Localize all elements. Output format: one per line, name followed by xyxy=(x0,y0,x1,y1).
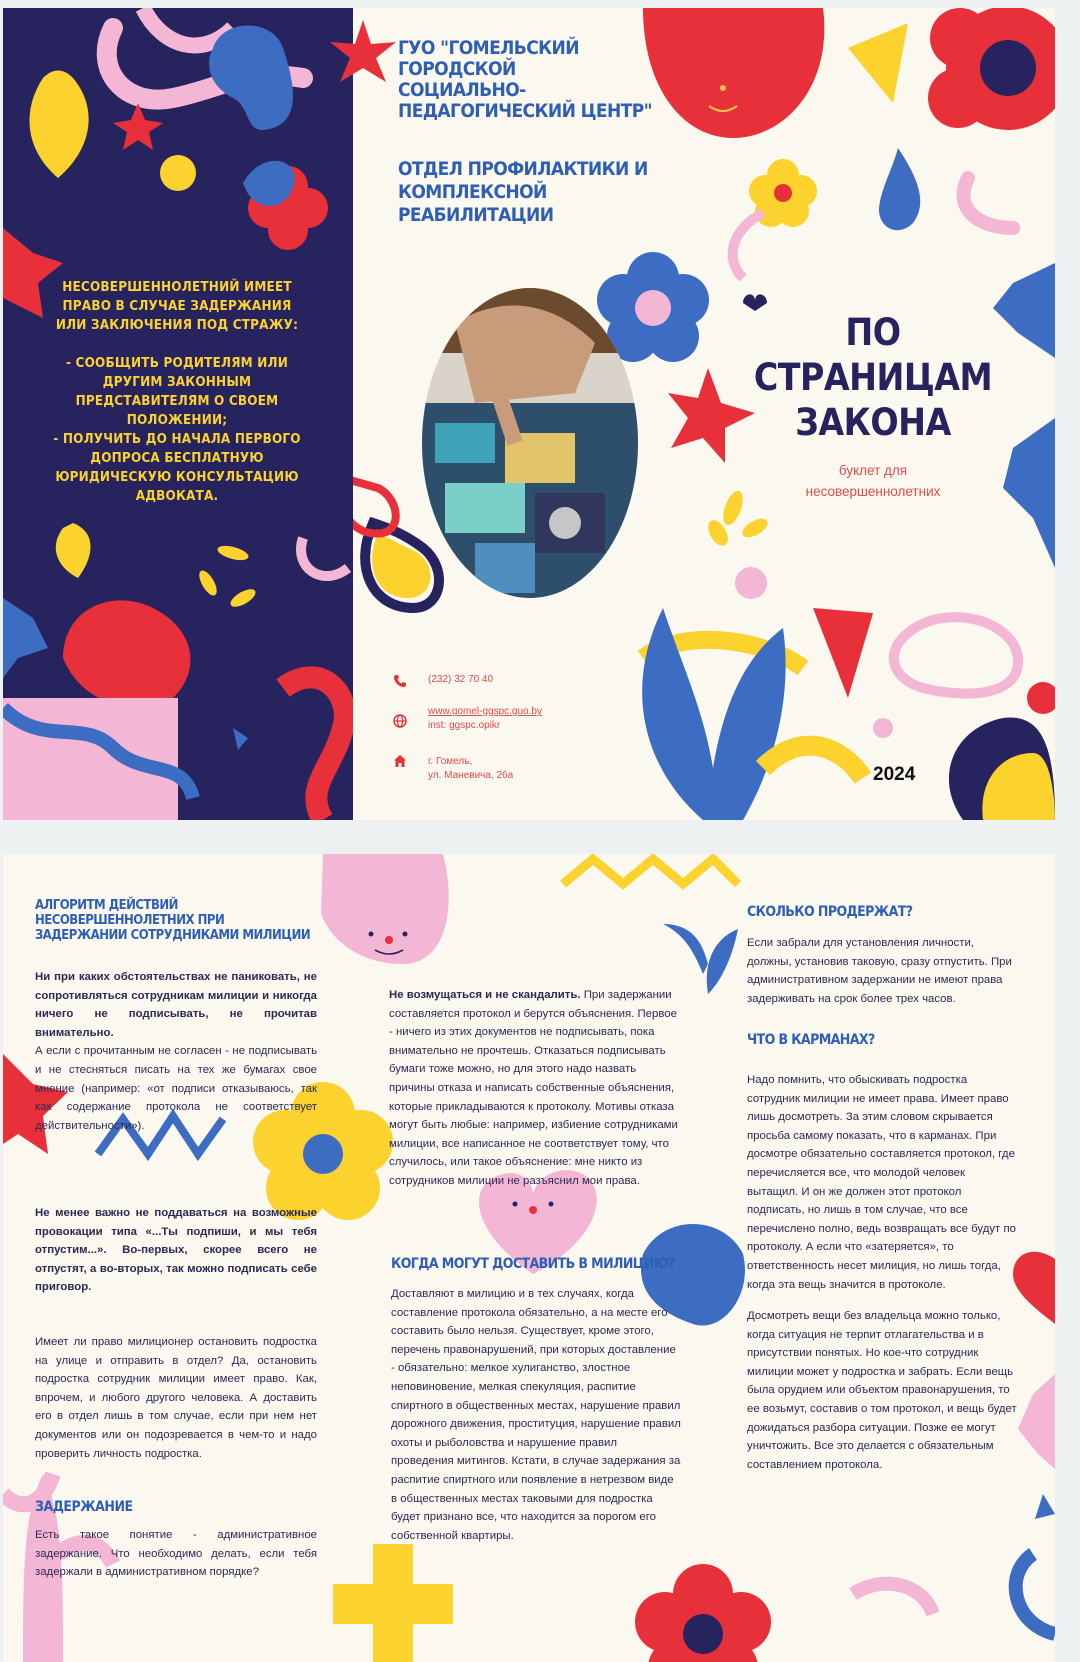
globe-icon xyxy=(393,714,407,728)
col1-text-4: Есть такое понятие - административное задержание. Что необходимо делать, если тебя задержали в административном порядке? xyxy=(35,1529,317,1579)
col3-subheading: ЧТО В КАРМАНАХ? xyxy=(747,1032,875,1048)
contact-address-street: ул. Маневича, 26а xyxy=(428,770,514,781)
cover-spread xyxy=(3,8,1055,820)
contact-website[interactable]: www.gomel-ggspc.guo.by xyxy=(428,706,542,717)
col3-text-2: Надо помнить, что обыскивать подростка сотрудник милиции не имеет права. Имеет право лишь досмотреть. За этим словом скрывается просьба самому показать, что в карманах. При досмотре обязательно составляется протокол, где перечисляется все, что молодой человек вытащил. И он же должен этот протокол подписать, но лишь в том случае, что все перечислено полно, ведь возвращать все будут по протоколу. А если что «затеряется», то ответственность несет милиция, но лишь тогда, когда эта вещь значится в протоколе. xyxy=(747,1074,1016,1291)
col2-text-1: Не возмущаться и не скандалить. При задержании составляется протокол и берутся объяснения. Первое - ничего из этих документов не подписывать, пока внимательно не прочтешь. Отказаться подписывать бумаги тоже можно, но для этого надо назвать причины отказа и написать собственные объяснения, которые прикладываются к протоколу. Мотивы отказа могут быть любые: например, избиение сотрудниками милиции, все написанное не соответствует тому, что случилось, или такое объяснение: мне никто из сотрудников милиции не разъяснил мои права. xyxy=(389,989,678,1187)
rights-line: ЮРИДИЧЕСКУЮ КОНСУЛЬТАЦИЮ xyxy=(55,470,299,485)
col1-heading: АЛГОРИТМ ДЕЙСТВИЙ НЕСОВЕРШЕННОЛЕТНИХ ПРИ ЗАДЕРЖАНИИ СОТРУДНИКАМИ МИЛИЦИИ xyxy=(35,898,311,943)
org-name: ГУО "ГОМЕЛЬСКИЙ ГОРОДСКОЙ СОЦИАЛЬНО- ПЕДАГОГИЧЕСКИЙ ЦЕНТР" xyxy=(398,37,652,122)
col1-text-3: Имеет ли право милиционер остановить подростка на улице и отправить в отдел? Да, остановить подростка сотрудник милиции имеет право. Как, впрочем, и любого другого человека. А доставить его в отдел лишь в том случае, если при нем нет документов или он подозревается в чем-то и надо проверить личность подростка. xyxy=(35,1336,317,1460)
rights-line: ПРАВО В СЛУЧАЕ ЗАДЕРЖАНИЯ xyxy=(62,299,292,314)
rights-line: ДОПРОСА БЕСПЛАТНУЮ xyxy=(90,451,264,466)
contact-instagram: inst: ggspc.opikr xyxy=(428,720,501,731)
rights-text xyxy=(31,278,323,506)
contact-phone: (232) 32 70 40 xyxy=(428,674,494,685)
booklet-title: ПО СТРАНИЦАМ ЗАКОНА xyxy=(753,311,993,444)
rights-panel xyxy=(3,8,353,820)
photo-child-puzzle xyxy=(415,283,645,603)
col1-subheading: ЗАДЕРЖАНИЕ xyxy=(35,1499,133,1515)
col3-heading: СКОЛЬКО ПРОДЕРЖАТ? xyxy=(747,904,913,920)
col2-text-2: Доставляют в милицию и в тех случаях, когда составление протокола обязательно, а на месте его составить было нельзя. Существует, кроме этого, перечень правонарушений, при которых доставление - обязательно: мелкое хулиганство, злостное неповиновение, мелкая спекуляция, распитие спиртного в общественных местах, нарушение правил дорожного движения, проституция, нарушение правил охоты и рыболовства и нарушение правил проведения митингов. Кстати, в случае задержания за распитие спиртного или появление в нетрезвом виде в общественных местах таковыми для подростка будет признано все, что находится за порогом его собственной квартиры. xyxy=(391,1288,681,1542)
department-name: ОТДЕЛ ПРОФИЛАКТИКИ И КОМПЛЕКСНОЙ РЕАБИЛИТАЦИИ xyxy=(398,158,648,226)
rights-line: ДРУГИМ ЗАКОННЫМ xyxy=(102,375,252,390)
rights-line: НЕСОВЕРШЕННОЛЕТНИЙ ИМЕЕТ xyxy=(62,280,292,295)
col2-subheading: КОГДА МОГУТ ДОСТАВИТЬ В МИЛИЦИЮ? xyxy=(391,1256,675,1272)
rights-line: ПРЕДСТАВИТЕЛЯМ О СВОЕМ xyxy=(75,394,279,409)
contact-address-city: г. Гомель, xyxy=(428,756,473,767)
col1-text-2: Не менее важно не поддаваться на возможные провокации типа «...Ты подпиши, и мы тебя отпустим...». Во-первых, скорее всего не отпустят, а во-вторых, так можно подписать себе приговор. xyxy=(35,1207,317,1294)
home-icon xyxy=(393,754,407,768)
col3-text-1: Если забрали для установления личности, должны, установив таковую, сразу отпустить. При административном задержании не имеют права задерживать на срок более трех часов. xyxy=(747,937,1012,1005)
col1-text-1: Ни при каких обстоятельствах не паниковать, не сопротивляться сотрудникам милиции и никогда ничего не подписывать, не прочитав внимательно. А если с прочитанным не согласен - не подписывать и не стесняться писать на тех же бумагах свое мнение (например: «от подписи отказываюсь, так как содержание протокола не соответствует действительности»). xyxy=(35,971,317,1132)
col3-text-3: Досмотреть вещи без владельца можно только, когда ситуация не терпит отлагательства и в присутствии понятых. Но кое-что сотрудник милиции может у подростка и забрать. Если вещь была орудием или объектом правонарушения, то ее возьмут, составив о том протокол, и вещь будет дожидаться разбора ситуации. Позже ее могут уничтожить. Все это делается с обязательным составлением протокола. xyxy=(747,1310,1017,1471)
star-icon xyxy=(328,20,398,90)
phone-icon xyxy=(393,674,407,688)
inside-spread xyxy=(3,854,1055,1662)
year-label: 2024 xyxy=(873,764,916,785)
rights-line: АДВОКАТА. xyxy=(135,489,219,504)
rights-line xyxy=(31,335,323,354)
rights-line: - ПОЛУЧИТЬ ДО НАЧАЛА ПЕРВОГО xyxy=(53,432,301,447)
rights-line: ИЛИ ЗАКЛЮЧЕНИЯ ПОД СТРАЖУ: xyxy=(55,318,299,333)
rights-line: - СООБЩИТЬ РОДИТЕЛЯМ ИЛИ xyxy=(65,356,289,371)
booklet-subtitle: буклет для несовершеннолетних xyxy=(805,463,941,499)
rights-line: ПОЛОЖЕНИИ; xyxy=(126,413,228,428)
